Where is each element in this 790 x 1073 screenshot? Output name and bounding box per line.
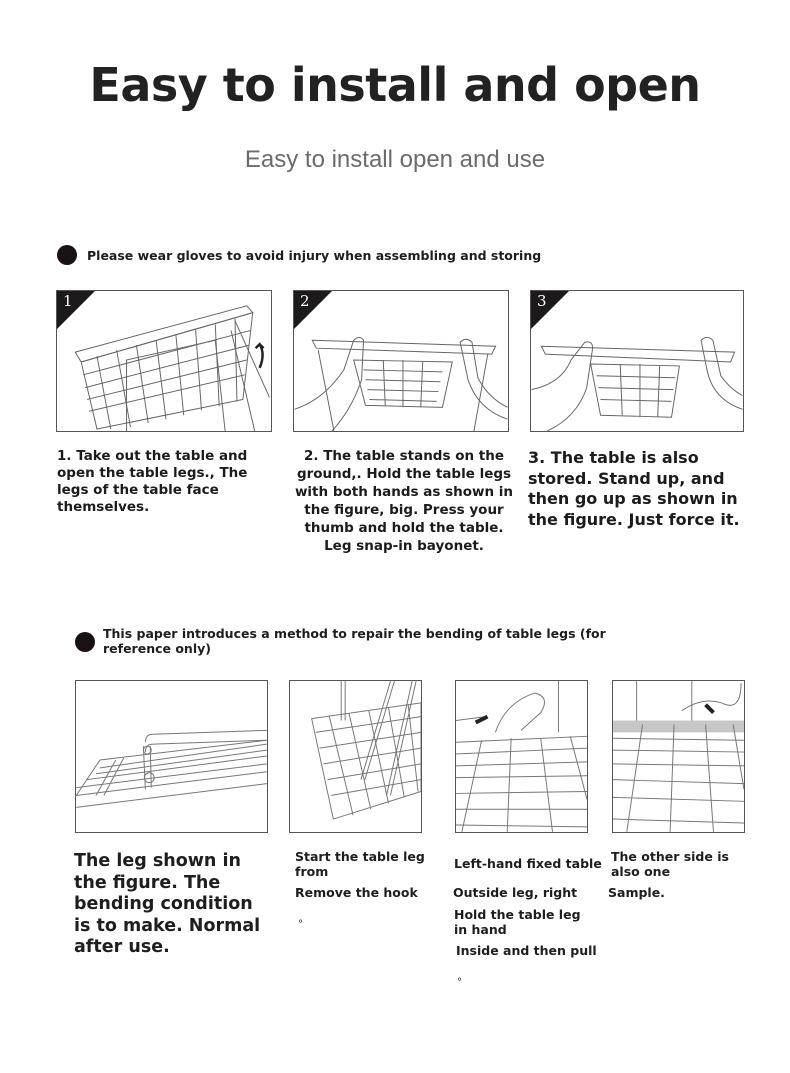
step-1-text: 1. Take out the table and open the table legs., The legs of the table face themselves. (57, 448, 248, 515)
leg-hook-illustration (290, 681, 421, 832)
repair-text-4a: The other side is also one (611, 849, 729, 879)
repair-text-2b: Remove the hook (295, 885, 418, 900)
repair-text-3d: Inside and then pull (456, 943, 597, 958)
repair-text-2c: ° (298, 919, 303, 930)
other-side-illustration (613, 681, 744, 832)
bullet-dot-icon (75, 632, 95, 652)
bullet-dot-icon (57, 245, 77, 265)
repair-text-4b: Sample. (608, 885, 665, 900)
repair-text-3b: Outside leg, right (453, 885, 578, 900)
step-number: 1 (63, 292, 73, 310)
bent-leg-illustration (76, 681, 267, 832)
step-2-text: 2. The table stands on the ground,. Hold the table legs with both hands as shown in the figure, big. Press your thumb and hold the table. Leg snap-in bayonet. (294, 448, 514, 554)
repair-image-1 (75, 680, 268, 833)
left-hand-fix-illustration (456, 681, 587, 832)
safety-note: Please wear gloves to avoid injury when assembling and storing (87, 248, 542, 263)
repair-text-3c: Hold the table leg in hand (454, 907, 581, 937)
repair-note: This paper introduces a method to repair the bending of table legs (for reference only) (103, 626, 606, 656)
repair-text-3e: ° (457, 977, 462, 988)
step-number: 3 (537, 292, 547, 310)
repair-text-3a: Left-hand fixed table (454, 856, 602, 871)
step-1-image (56, 290, 272, 432)
step-2-image (293, 290, 509, 432)
repair-image-4 (612, 680, 745, 833)
page-subtitle: Easy to install open and use (244, 146, 546, 173)
step-number: 2 (300, 292, 310, 310)
step-3-text: 3. The table is also stored. Stand up, and then go up as shown in the figure. Just force it. (528, 448, 740, 529)
repair-text-2a: Start the table leg from (295, 849, 425, 879)
page-title: Easy to install and open (89, 58, 701, 112)
repair-image-2 (289, 680, 422, 833)
step-3-image (530, 290, 744, 432)
repair-text-1: The leg shown in the figure. The bending condition is to make. Normal after use. (74, 851, 261, 957)
repair-image-3 (455, 680, 588, 833)
